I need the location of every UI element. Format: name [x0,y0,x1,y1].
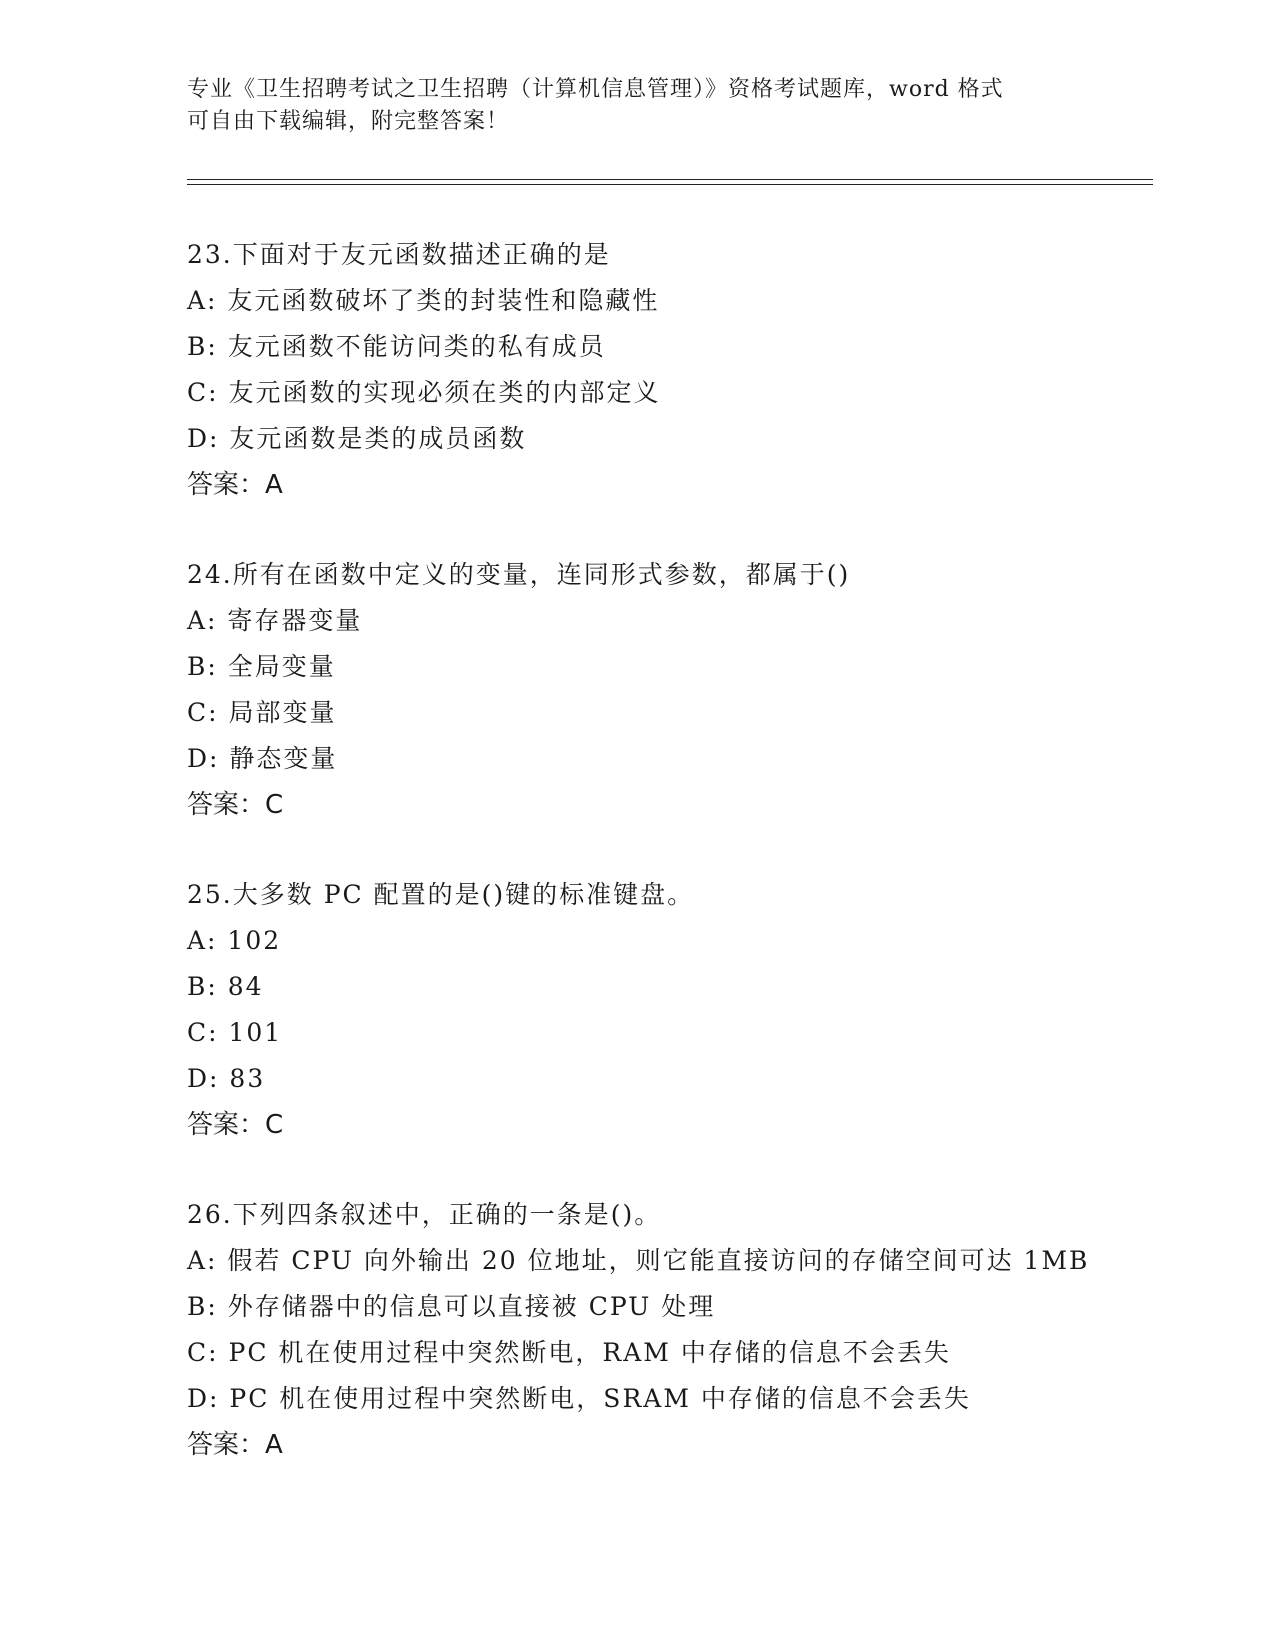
question-26 [187,1192,1187,1468]
option-a: A: 寄存器变量 [187,606,363,635]
answer: 答案：A [187,470,283,500]
header-line-2: 可自由下载编辑，附完整答案！ [187,109,510,134]
question-stem: 23.下面对于友元函数描述正确的是 [187,240,611,269]
option-b: B: 84 [187,972,264,1001]
question-24 [187,552,1187,828]
answer: 答案：A [187,1430,283,1460]
option-c: C: 101 [187,1018,283,1047]
option-d: D: 友元函数是类的成员函数 [187,424,527,453]
question-stem: 24.所有在函数中定义的变量，连同形式参数，都属于() [187,560,851,589]
option-d: D: 静态变量 [187,744,338,773]
question-stem: 26.下列四条叙述中，正确的一条是()。 [187,1200,662,1229]
option-b: B: 全局变量 [187,652,336,681]
answer: 答案：C [187,790,284,820]
question-25 [187,872,1187,1148]
option-d: D: 83 [187,1064,266,1093]
option-a: A: 友元函数破坏了类的封装性和隐藏性 [187,286,660,315]
option-d: D: PC 机在使用过程中突然断电，SRAM 中存储的信息不会丢失 [187,1384,971,1413]
option-c: C: PC 机在使用过程中突然断电，RAM 中存储的信息不会丢失 [187,1338,951,1367]
option-c: C: 局部变量 [187,698,337,727]
answer: 答案：C [187,1110,284,1140]
option-c: C: 友元函数的实现必须在类的内部定义 [187,378,661,407]
question-23 [187,232,1187,508]
question-stem: 25.大多数 PC 配置的是()键的标准键盘。 [187,880,695,909]
header-line-1: 专业《卫生招聘考试之卫生招聘（计算机信息管理）》资格考试题库，word 格式 [187,77,1004,102]
option-b: B: 友元函数不能访问类的私有成员 [187,332,606,361]
option-b: B: 外存储器中的信息可以直接被 CPU 处理 [187,1292,716,1321]
header-divider-top [187,179,1153,180]
header-divider-bottom [187,184,1153,185]
option-a: A: 假若 CPU 向外输出 20 位地址，则它能直接访问的存储空间可达 1MB [187,1246,1090,1275]
option-a: A: 102 [187,926,282,955]
document-header [187,74,1087,138]
